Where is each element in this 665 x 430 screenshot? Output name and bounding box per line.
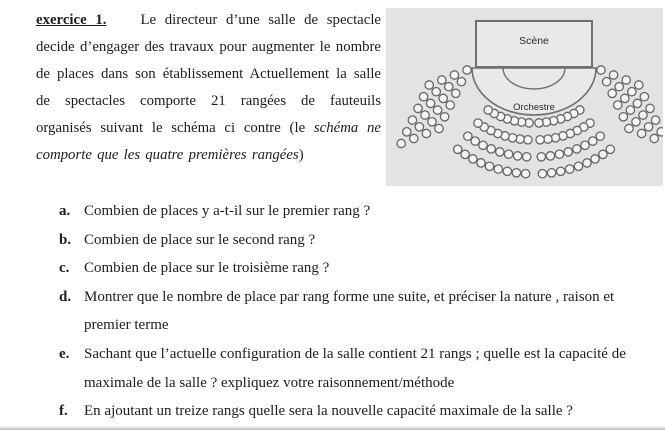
seat [566,165,574,173]
seat [635,81,643,89]
seat [521,170,529,178]
question-marker: c. [59,260,70,277]
seat [454,145,462,153]
seat [535,119,543,127]
seat [650,134,658,142]
seat [512,169,520,177]
question-list [59,197,647,426]
seat [403,128,411,136]
seat [614,101,622,109]
seat [479,141,487,149]
question-item-f [59,397,647,426]
question-marker: f. [59,403,68,420]
seat [626,106,634,114]
seat [564,148,572,156]
stage-label: Scène [519,35,549,47]
seat [632,118,640,126]
question-marker: a. [59,203,71,219]
question-text: Combien de place sur le troisième rang ? [84,260,330,277]
seat [637,129,645,137]
seat [463,66,471,74]
seat [428,118,436,126]
seat [608,89,616,97]
seat [538,170,546,178]
seat [574,162,582,170]
exercise-heading: exercice 1. [36,12,107,28]
seat [619,113,627,121]
seat [546,152,554,160]
seat [438,76,446,84]
seat [547,169,555,177]
exercise-intro [36,7,381,169]
seat [597,66,605,74]
seat [435,124,443,132]
question-marker: b. [59,231,72,248]
seat [555,150,563,158]
seat [487,145,495,153]
question-marker: e. [59,345,70,362]
seat [477,159,485,167]
seat [537,153,545,161]
seat [639,111,647,119]
seat [496,148,504,156]
seat [425,81,433,89]
seat [633,99,641,107]
seat [433,106,441,114]
seat [622,76,630,84]
seat [606,145,614,153]
seat [450,71,458,79]
seat [657,128,663,136]
intro-body-end: ) [298,147,304,163]
question-marker: d. [59,288,72,305]
seat [573,145,581,153]
seat [419,93,427,101]
seat [484,106,492,114]
seat [415,123,423,131]
seat [536,136,544,144]
seat [581,141,589,149]
seat [494,165,502,173]
seat [414,104,422,112]
question-item-e [59,340,647,397]
seat [646,104,654,112]
intro-body: Le directeur d’une salle de spectacle decide d’engager des travaux pour augmenter le nombre de places dans son établissement Actuellement la salle de spectacles comporte 21 rangées de fauteuils organisés suivant le schéma ci contre (le [36,12,382,136]
seat [651,116,659,124]
seat [432,88,440,96]
seat [439,94,447,102]
seat [485,162,493,170]
seat [591,155,599,163]
seat [589,137,597,145]
question-item-c [59,254,647,283]
seat [421,111,429,119]
seat [644,123,652,131]
seat [513,152,521,160]
question-item-d [59,283,647,340]
seat [440,113,448,121]
seat [410,134,418,142]
seat [408,116,416,124]
seat [628,88,636,96]
seat [457,78,465,86]
seat [544,135,552,143]
seat [524,136,532,144]
seat [596,132,604,140]
seat [445,83,453,91]
scan-bottom-edge [0,426,665,430]
seat [504,150,512,158]
seat [474,119,482,127]
seat [464,132,472,140]
seat [452,89,460,97]
seat [640,93,648,101]
seat [471,137,479,145]
seat [609,71,617,79]
seat [461,150,469,158]
seat [426,99,434,107]
question-text: Montrer que le nombre de place par rang forme une suite, et préciser la nature , raison et premier terme [84,288,615,334]
question-text: Combien de place sur le second rang ? [84,231,316,248]
seating-diagram [386,8,663,186]
seat [503,167,511,175]
seat [557,167,565,175]
intro-body-italic: schéma ne comporte que les quatre premières rangées [36,120,381,163]
seat [422,129,430,137]
seat [523,153,531,161]
seat [397,139,405,147]
question-item-b [59,226,647,255]
seat [602,78,610,86]
seat [583,159,591,167]
seat [625,124,633,132]
question-item-a [59,197,647,226]
seat [621,94,629,102]
seat [615,83,623,91]
orchestra-label: Orchestre [513,102,555,113]
seat [469,155,477,163]
seat [599,150,607,158]
question-text: Combien de places y a-t-il sur le premier rang ? [84,203,371,219]
seating-svg [386,8,663,186]
question-text: Sachant que l’actuelle configuration de la salle contient 21 rangs ; quelle est la capacité de maximale de la salle ? expliquez votre raisonnement/méthode [84,345,626,391]
question-text: En ajoutant un treize rangs quelle sera la nouvelle capacité maximale de la salle ? [84,403,573,420]
seat [446,101,454,109]
